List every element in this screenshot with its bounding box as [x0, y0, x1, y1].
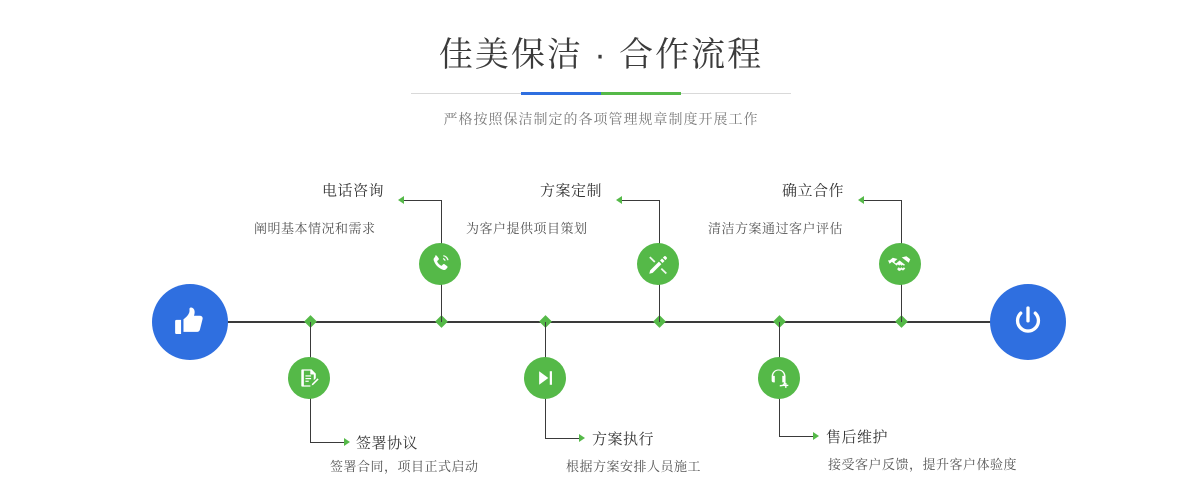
connector-step-2-arm — [310, 442, 348, 443]
step-label-4: 方案执行 — [592, 431, 655, 448]
step-desc-6: 接受客户反馈，提升客户体验度 — [828, 457, 1018, 472]
connector-step-4-arm — [545, 438, 583, 439]
timeline-start-node — [152, 284, 228, 360]
handshake-icon — [888, 252, 912, 276]
connector-arrow-step-4 — [579, 434, 585, 442]
step-desc-4: 根据方案安排人员施工 — [566, 459, 702, 474]
timeline-end-node — [990, 284, 1066, 360]
thumbs-up-icon — [173, 305, 207, 339]
connector-arrow-step-2 — [344, 438, 350, 446]
step-label-1: 电话咨询 — [322, 182, 385, 200]
step-icon-5 — [879, 243, 921, 285]
step-icon-6 — [758, 357, 800, 399]
connector-arrow-step-3 — [616, 196, 622, 204]
divider-blue-segment — [521, 92, 601, 95]
step-desc-5: 清洁方案通过客户评估 — [708, 221, 844, 236]
step-desc-1: 阐明基本情况和需求 — [254, 221, 376, 236]
connector-step-1-arm — [404, 200, 442, 201]
step-icon-1 — [419, 243, 461, 285]
connector-arrow-step-6 — [813, 432, 819, 440]
connector-step-6-arm — [779, 436, 817, 437]
step-label-2: 签署协议 — [356, 435, 419, 452]
header — [0, 30, 1202, 129]
connector-arrow-step-5 — [858, 196, 864, 204]
step-icon-2 — [288, 357, 330, 399]
connector-arrow-step-1 — [398, 196, 404, 204]
page-title: 佳美保洁 · 合作流程 — [438, 36, 764, 74]
headset-support-icon — [768, 367, 791, 390]
connector-step-5-arm — [864, 200, 902, 201]
step-label-3: 方案定制 — [540, 182, 603, 200]
step-desc-3: 为客户提供项目策划 — [466, 221, 588, 236]
timeline-axis — [160, 321, 1042, 323]
step-icon-4 — [524, 357, 566, 399]
step-label-6: 售后维护 — [826, 429, 889, 446]
step-label-5: 确立合作 — [782, 182, 845, 200]
step-desc-2: 签署合同，项目正式启动 — [330, 459, 479, 474]
connector-step-3-arm — [622, 200, 660, 201]
phone-ring-icon — [428, 252, 452, 276]
title-divider — [411, 92, 791, 95]
power-icon — [1009, 303, 1047, 341]
page-subtitle: 严格按照保洁制定的各项管理规章制度开展工作 — [443, 111, 759, 127]
play-step-icon — [534, 367, 556, 389]
step-icon-3 — [637, 243, 679, 285]
divider-green-segment — [601, 92, 681, 95]
pencil-ruler-icon — [647, 253, 670, 276]
contract-edit-icon — [298, 367, 320, 389]
